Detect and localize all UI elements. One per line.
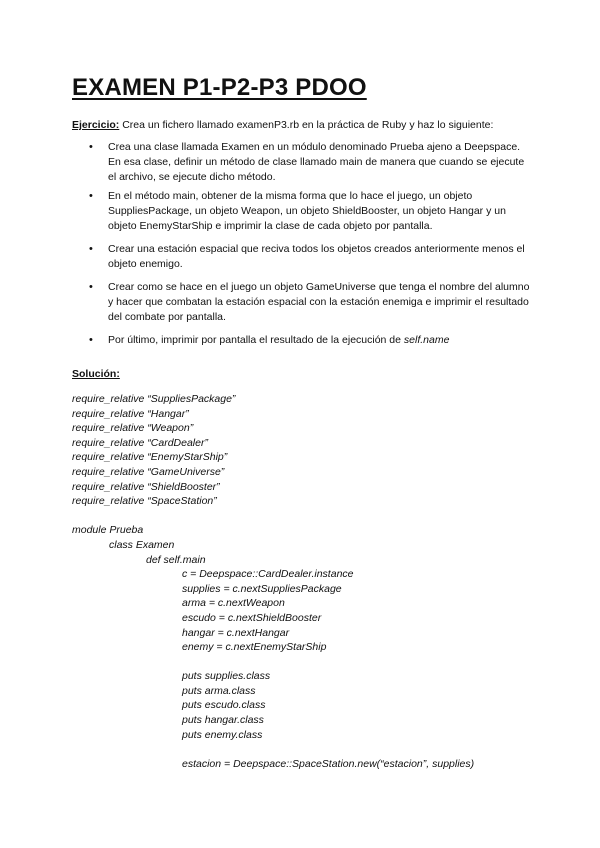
code-line: require_relative “CardDealer” bbox=[72, 436, 208, 449]
solution-code-block bbox=[72, 392, 474, 771]
code-line: module Prueba bbox=[72, 524, 144, 537]
code-blank-line bbox=[72, 742, 474, 757]
task-item: • Crear como se hace en el juego un objeto GameUniverse que tenga el nombre del alumno y hacer que combatan la estación espacial con la estación enemiga e imprimir el resultado del combate por pantalla. bbox=[72, 280, 532, 325]
code-blank-line bbox=[72, 509, 474, 524]
code-line: puts hangar.class bbox=[182, 714, 264, 727]
code-line: escudo = c.nextShieldBooster bbox=[182, 611, 322, 624]
task-item: • Crea una clase llamada Examen en un módulo denominado Prueba ajeno a Deepspace. En esa clase, definir un método de clase llamado main de manera que cuando se ejecute el archivo, se ejecute dicho método. bbox=[72, 140, 532, 185]
code-line: class Examen bbox=[109, 538, 175, 551]
exercise-label: Ejercicio: bbox=[72, 119, 120, 131]
code-line: hangar = c.nextHangar bbox=[182, 626, 290, 639]
code-line: estacion = Deepspace::SpaceStation.new(“estacion”, supplies) bbox=[182, 757, 475, 770]
code-line: puts enemy.class bbox=[182, 728, 263, 741]
code-line: c = Deepspace::CardDealer.instance bbox=[182, 568, 354, 581]
code-line: puts arma.class bbox=[182, 684, 256, 697]
code-line: require_relative “ShieldBooster” bbox=[72, 480, 220, 493]
code-line: require_relative “Hangar” bbox=[72, 407, 189, 420]
code-line: puts escudo.class bbox=[182, 699, 266, 712]
task-item-last-code: self.name bbox=[403, 334, 450, 346]
task-item-last bbox=[72, 333, 532, 348]
code-line: require_relative “EnemyStarShip” bbox=[72, 451, 228, 464]
task-item-last-text: Por último, imprimir por pantalla el resultado de la ejecución de bbox=[108, 334, 404, 346]
solution-heading: Solución: bbox=[72, 368, 120, 380]
exercise-task-list bbox=[72, 136, 532, 356]
code-line: enemy = c.nextEnemyStarShip bbox=[182, 641, 327, 654]
code-line: require_relative “SuppliesPackage” bbox=[72, 393, 236, 405]
task-item: • Crear una estación espacial que reciva todos los objetos creados anteriormente menos el objeto enemigo. bbox=[72, 242, 532, 272]
code-line: require_relative “SpaceStation” bbox=[72, 495, 217, 508]
code-line: arma = c.nextWeapon bbox=[182, 597, 285, 610]
code-line: require_relative “Weapon” bbox=[72, 422, 194, 435]
exercise-intro: Crea un fichero llamado examenP3.rb en la práctica de Ruby y haz lo siguiente: bbox=[119, 119, 494, 131]
document-title: EXAMEN P1-P2-P3 PDOO bbox=[72, 74, 367, 101]
code-line: def self.main bbox=[146, 553, 206, 566]
code-blank-line bbox=[72, 655, 474, 670]
code-line: require_relative “GameUniverse” bbox=[72, 465, 225, 478]
exercise-statement bbox=[72, 119, 542, 132]
task-item: • En el método main, obtener de la misma forma que lo hace el juego, un objeto SuppliesPackage, un objeto Weapon, un objeto ShieldBooster, un objeto Hangar y un objeto EnemyStarShip e imprimir la clase de cada objeto por pantalla. bbox=[72, 189, 532, 234]
code-line: puts supplies.class bbox=[182, 670, 271, 683]
code-line: supplies = c.nextSuppliesPackage bbox=[182, 582, 342, 595]
